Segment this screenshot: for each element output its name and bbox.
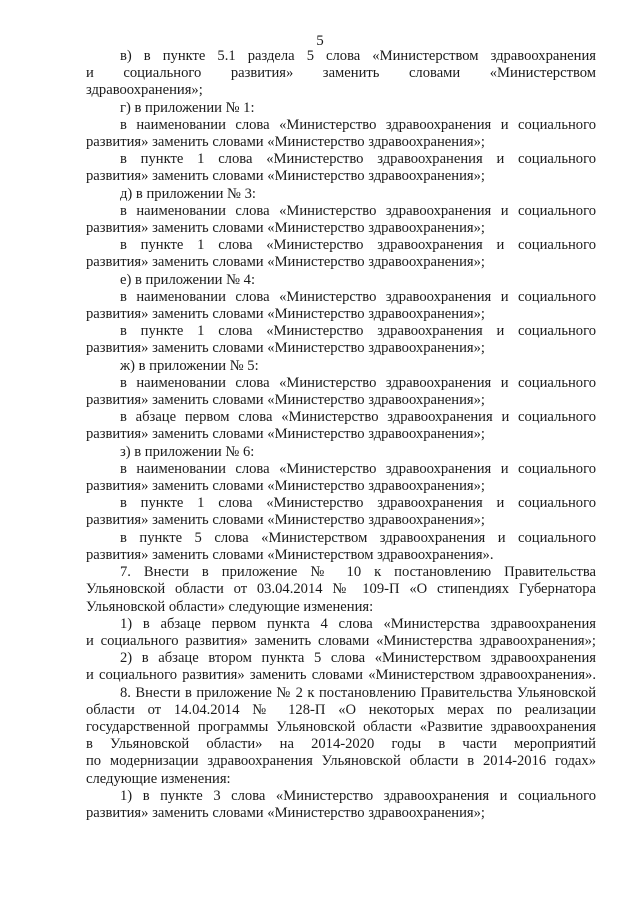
text-line: в) в пункте 5.1 раздела 5 слова «Министерством здравоохранения	[120, 48, 596, 64]
text-line: Ульяновской области» следующие изменения:	[86, 598, 374, 615]
text-line: в пункте 1 слова «Министерство здравоохранения и социального	[120, 323, 596, 340]
text-line: 2) в абзаце втором пункта 5 слова «Министерством здравоохранения	[120, 650, 596, 667]
text-line: развития» заменить словами «Министерство здравоохранения»;	[86, 426, 485, 443]
text-line: развития» заменить словами «Министерство здравоохранения»;	[86, 392, 485, 409]
text-line: в Ульяновской области» на 2014-2020 годы в части мероприятий	[86, 736, 596, 753]
text-line: развития» заменить словами «Министерство здравоохранения»;	[86, 340, 485, 357]
document-body	[86, 48, 596, 822]
text-line: развития» заменить словами «Министерство здравоохранения»;	[86, 478, 485, 495]
text-line: е) в приложении № 4:	[120, 271, 256, 288]
text-line: в пункте 5 слова «Министерством здравоохранения и социального	[120, 529, 596, 546]
text-line: 8. Внести в приложение № 2 к постановлению Правительства Ульяновской	[120, 684, 596, 701]
text-line: и социального развития» заменить словами «Министерством	[86, 65, 596, 82]
text-line: в пункте 1 слова «Министерство здравоохранения и социального	[120, 237, 596, 254]
text-line: развития» заменить словами «Министерство здравоохранения»;	[86, 306, 485, 323]
text-line: развития» заменить словами «Министерство здравоохранения»;	[86, 134, 485, 151]
text-line: 1) в пункте 3 слова «Министерство здравоохранения и социального	[120, 787, 596, 804]
text-line: в наименовании слова «Министерство здравоохранения и социального	[120, 374, 596, 391]
text-line: области от 14.04.2014 № 128-П «О некоторых мерах по реализации	[86, 701, 596, 718]
text-line: в абзаце первом слова «Министерство здравоохранения и социального	[120, 409, 596, 426]
text-line: в наименовании слова «Министерство здравоохранения и социального	[120, 460, 596, 477]
text-line: г) в приложении № 1:	[120, 99, 255, 116]
text-line: Ульяновской области от 03.04.2014 № 109-П «О стипендиях Губернатора	[86, 581, 596, 598]
text-line: развития» заменить словами «Министерство здравоохранения»;	[86, 220, 485, 237]
text-line: по модернизации здравоохранения Ульяновской области в 2014-2016 годах»	[86, 753, 596, 770]
text-line: ж) в приложении № 5:	[120, 357, 259, 374]
text-line: в пункте 1 слова «Министерство здравоохранения и социального	[120, 151, 596, 168]
page-number: 5	[316, 33, 324, 49]
text-line: в наименовании слова «Министерство здравоохранения и социального	[120, 288, 596, 305]
text-line: в пункте 1 слова «Министерство здравоохранения и социального	[120, 495, 596, 512]
text-line: 7. Внести в приложение № 10 к постановлению Правительства	[120, 564, 596, 581]
text-line: в наименовании слова «Министерство здравоохранения и социального	[120, 116, 596, 133]
text-line: и социального развития» заменить словами «Министерства здравоохранения»;	[86, 632, 596, 649]
text-line: государственной программы Ульяновской области «Развитие здравоохранения	[86, 718, 596, 735]
text-line: развития» заменить словами «Министерство здравоохранения»;	[86, 512, 485, 529]
text-line: развития» заменить словами «Министерство здравоохранения»;	[86, 168, 485, 185]
text-line: следующие изменения:	[86, 770, 231, 787]
text-line: здравоохранения»;	[86, 82, 203, 99]
text-line: 1) в абзаце первом пункта 4 слова «Министерства здравоохранения	[120, 615, 596, 632]
text-line: и социального развития» заменить словами «Министерством здравоохранения».	[86, 667, 596, 684]
text-line: развития» заменить словами «Министерство здравоохранения»;	[86, 804, 485, 821]
text-line: развития» заменить словами «Министерство здравоохранения»;	[86, 254, 485, 271]
text-line: д) в приложении № 3:	[120, 185, 256, 202]
text-line: развития» заменить словами «Министерством здравоохранения».	[86, 546, 494, 563]
text-line: з) в приложении № 6:	[120, 443, 255, 460]
text-line: в наименовании слова «Министерство здравоохранения и социального	[120, 202, 596, 219]
